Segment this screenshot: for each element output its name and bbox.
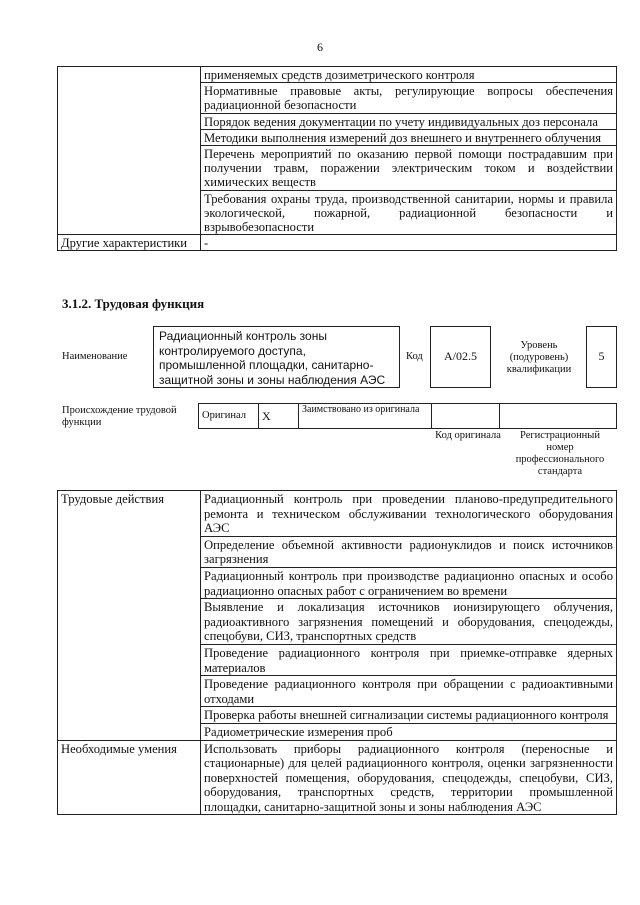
labor-action-item: Проверка работы внешней сигнализации системы радиационного контроля <box>201 707 617 724</box>
section-title: 3.1.2. Трудовая функция <box>62 296 205 311</box>
labor-action-item: Определение объемной активности радионуклидов и поиск источников загрязнения <box>201 536 617 567</box>
knowledge-item: Порядок ведения документации по учету индивидуальных доз персонала <box>201 113 617 129</box>
code-label: Код <box>406 351 423 362</box>
labor-action-item: Радиационный контроль при производстве радиационно опасных и особо радиационно опасных работ с ограничением во времени <box>201 567 617 598</box>
knowledge-item: применяемых средств дозиметрического контроля <box>201 67 617 83</box>
label-cell <box>58 67 201 235</box>
labor-actions-table <box>57 490 617 815</box>
origin-label: Происхождение трудовой функции <box>62 405 177 428</box>
knowledge-table <box>57 66 617 251</box>
labor-action-item: Выявление и локализация источников ионизирующего облучения, радиоактивного загрязнения помещений и оборудования, спецодежды, спецобуви, СИЗ, транспортных средств <box>201 599 617 645</box>
knowledge-item: Нормативные правовые акты, регулирующие вопросы обеспечения радиационной безопасности <box>201 83 617 113</box>
knowledge-item: Методики выполнения измерений доз внешнего и внутреннего облучения <box>201 129 617 145</box>
original-label: Оригинал <box>199 404 259 429</box>
name-label: Наименование <box>62 351 128 362</box>
labor-action-item: Радиометрические измерения проб <box>201 723 617 740</box>
function-name-value: Радиационный контроль зоны контролируемого доступа, промышленной площадки, санитарно-защитной зоны и зоны наблюдения АЭС <box>153 326 400 388</box>
original-mark: X <box>259 404 299 429</box>
knowledge-item: Перечень мероприятий по оказанию первой помощи пострадавшим при получении травм, поражении электрическим током и воздействии химических веществ <box>201 146 617 191</box>
labor-actions-label: Трудовые действия <box>58 491 201 741</box>
required-skill-item: Использовать приборы радиационного контроля (переносные и стационарные) для целей радиационного контроля, оценки загрязненности поверхностей помещения, оборудования, спецодежды, спецобуви, СИЗ, оборудования, транспортных средств, территории промышленной площадки, санитарно-защитной зоны и зоны наблюдения АЭС <box>201 740 617 815</box>
labor-action-item: Проведение радиационного контроля при приемке-отправке ядерных материалов <box>201 644 617 675</box>
labor-action-item: Проведение радиационного контроля при обращении с радиоактивными отходами <box>201 676 617 707</box>
function-code-value: А/02.5 <box>430 326 491 388</box>
original-code-cell <box>432 404 500 429</box>
level-label: Уровень (подуровень) квалификации <box>506 340 572 375</box>
reg-caption: Регистрационный номер профессионального стандарта <box>515 430 605 477</box>
reg-number-cell <box>500 404 617 429</box>
other-characteristics-value: - <box>201 235 617 251</box>
required-skills-label: Необходимые умения <box>58 740 201 815</box>
origin-table <box>198 403 617 429</box>
qualification-level-value: 5 <box>586 326 617 388</box>
other-characteristics-label: Другие характеристики <box>58 235 201 251</box>
code-caption: Код оригинала <box>435 430 501 441</box>
borrowed-label: Заимствовано из оригинала <box>299 404 432 429</box>
page-number: 6 <box>317 40 323 54</box>
labor-action-item: Радиационный контроль при проведении планово-предупредительного ремонта и техническом обслуживании технологического оборудования АЭС <box>201 491 617 537</box>
knowledge-item: Требования охраны труда, производственной санитарии, нормы и правила экологической, пожарной, радиационной безопасности и взрывобезопасности <box>201 190 617 235</box>
